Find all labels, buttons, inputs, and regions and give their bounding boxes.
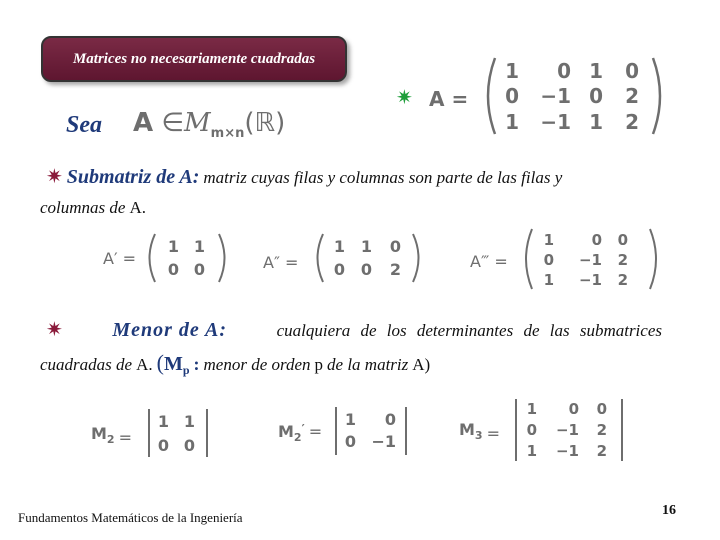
det-cell: 1: [344, 410, 356, 429]
matrix-cell: 2: [617, 271, 628, 289]
submatriz-text-line1: matriz cuyas filas y columnas son parte de las filas y: [203, 168, 563, 187]
star-bullet-icon: ✷: [396, 87, 413, 109]
menor-line1: [46, 319, 662, 342]
det-cell: 1: [183, 412, 195, 431]
matrix-cell: 1: [360, 237, 372, 256]
matrix-cell: 2: [625, 84, 639, 108]
det-cell: 0: [526, 421, 537, 439]
menor-text-line2-pre: cuadradas de: [40, 355, 133, 374]
submatriz-A: A.: [129, 198, 146, 217]
submatriz-text-line2: columnas de: [40, 198, 126, 217]
det-lhs-prime: ′: [301, 422, 305, 436]
det-lhs-sub: 3: [474, 429, 483, 442]
submatrix-lhs: A‴ =: [470, 252, 508, 271]
right-paren: [219, 234, 225, 282]
det-lhs-sub: 2: [106, 433, 115, 446]
submatrix-lhs: A′ =: [103, 249, 137, 268]
det-cell: 0: [596, 400, 607, 418]
mp-colon: :: [193, 354, 200, 374]
det-lhs-symbol: M: [278, 422, 294, 441]
left-paren: [318, 234, 324, 282]
matrix-cell: 1: [193, 237, 205, 256]
left-paren: [150, 234, 156, 282]
matrix-A-display: [425, 52, 675, 140]
matrix-cell: 2: [617, 251, 628, 269]
determinant-M3: [455, 395, 635, 463]
submatriz-line1: [46, 166, 562, 189]
page-number: 16: [662, 503, 676, 518]
matrix-cell: 0: [167, 260, 179, 279]
det-cell: −1: [555, 442, 579, 460]
star-bullet-icon: ✷: [46, 166, 63, 188]
matrix-cell: 0: [589, 84, 603, 108]
menor-A-close: A): [412, 355, 431, 374]
slide-title: Matrices no necesariamente cuadradas: [72, 50, 316, 67]
menor-text-end: de la matriz: [327, 355, 409, 374]
in-symbol: ∈: [161, 108, 185, 138]
matrix-cell: 1: [543, 231, 554, 249]
menor-p: p: [314, 355, 324, 374]
det-lhs-symbol: M: [91, 424, 107, 443]
submatriz-line2: [40, 198, 146, 218]
sea-label: Sea: [66, 112, 102, 138]
matrix-cell: 0: [625, 59, 639, 83]
determinant-M2-prime: [272, 403, 422, 459]
matrix-cell: 1: [167, 237, 179, 256]
matrix-cell: 1: [505, 59, 519, 83]
svg-text:M2=: $M_2$ =: [91, 424, 132, 447]
matrix-space-dimensions: m×n: [210, 126, 245, 142]
matrix-symbol: A: [133, 108, 154, 138]
det-cell: 0: [157, 436, 169, 455]
det-cell: 2: [596, 442, 607, 460]
footer-text: Fundamentos Matemáticos de la Ingeniería: [18, 510, 243, 525]
det-lhs-symbol: M: [459, 420, 475, 439]
submatrix-A-prime: [95, 230, 245, 286]
membership-expression: [133, 108, 285, 141]
matrix-cell: 0: [543, 251, 554, 269]
submatrix-A-double-prime: [255, 230, 430, 286]
menor-A: A.: [136, 355, 153, 374]
submatriz-heading: Submatriz de A:: [66, 166, 200, 188]
matrix-cell: 0: [389, 237, 401, 256]
submatrix-A-triple-prime: [462, 225, 662, 293]
det-cell: 0: [183, 436, 195, 455]
mp-subscript: p: [182, 363, 190, 378]
matrix-A-cells: [505, 59, 639, 134]
submatrix-lhs: A″ =: [263, 253, 299, 272]
left-paren: [488, 58, 495, 134]
matrix-cell: −1: [578, 251, 602, 269]
det-cell: 1: [157, 412, 169, 431]
right-paren: [413, 234, 419, 282]
matrix-cell: −1: [578, 271, 602, 289]
determinant-M2: [85, 405, 225, 461]
matrix-cell: −1: [540, 84, 571, 108]
det-cell: 1: [526, 442, 537, 460]
det-cell: 1: [526, 400, 537, 418]
real-field-symbol: (ℝ): [244, 108, 286, 138]
menor-line2: [40, 350, 430, 378]
matrix-cell: 1: [589, 59, 603, 83]
det-cell: −1: [371, 432, 396, 451]
matrix-cell: 1: [589, 110, 603, 134]
matrix-cell: 2: [625, 110, 639, 134]
svg-text:M3=: $M_3$ =: [459, 420, 500, 443]
right-paren: [653, 58, 660, 134]
matrix-cell: 0: [557, 59, 571, 83]
matrix-cell: 0: [591, 231, 602, 249]
open-paren: (: [156, 350, 164, 375]
matrix-cell: 0: [505, 84, 519, 108]
det-cell: 0: [568, 400, 579, 418]
matrix-cell: 1: [333, 237, 345, 256]
det-cell: 2: [596, 421, 607, 439]
det-cell: 0: [344, 432, 356, 451]
matrix-cell: 0: [617, 231, 628, 249]
matrix-cell: 1: [505, 110, 519, 134]
matrix-cell: −1: [540, 110, 571, 134]
menor-text-line1: cualquiera de los determinantes de las submatrices: [276, 321, 662, 340]
menor-heading: Menor de A:: [112, 319, 228, 341]
matrix-A-lhs: A =: [429, 87, 469, 111]
det-lhs-sub: 2: [293, 431, 302, 444]
star-bullet-icon: ✷: [46, 319, 63, 341]
matrix-cell: 0: [333, 260, 345, 279]
det-cell: −1: [555, 421, 579, 439]
matrix-cell: 1: [543, 271, 554, 289]
matrix-space-symbol: M: [184, 108, 211, 138]
menor-text-mid: menor de orden: [203, 355, 311, 374]
mp-symbol: M: [163, 353, 183, 375]
right-paren: [650, 229, 656, 289]
left-paren: [526, 229, 532, 289]
slide-title-box: [41, 36, 347, 82]
matrix-cell: 0: [193, 260, 205, 279]
matrix-cell: 2: [389, 260, 401, 279]
matrix-cell: 0: [360, 260, 372, 279]
svg-text:M2′=: $M_2'$ =: [278, 422, 323, 444]
det-cell: 0: [384, 410, 396, 429]
